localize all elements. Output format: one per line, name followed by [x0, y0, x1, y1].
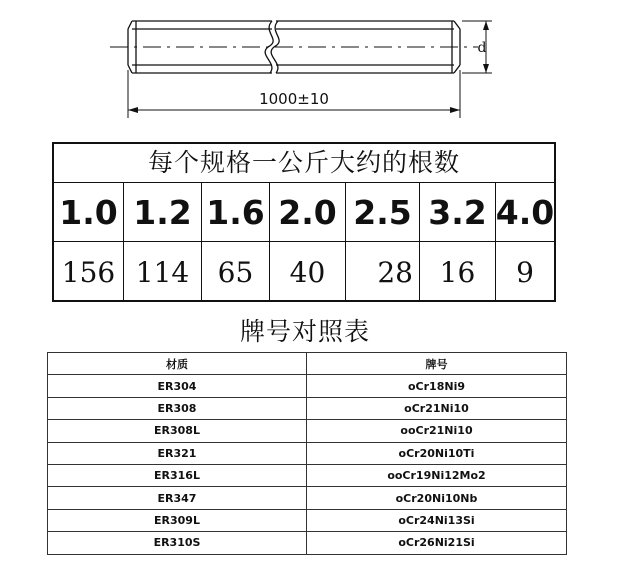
rod-technical-drawing	[0, 0, 640, 130]
count-cell: 114	[124, 242, 202, 302]
table-row	[48, 487, 567, 509]
count-cell: 65	[202, 242, 270, 302]
diameter-arrow-top	[483, 21, 489, 30]
count-cell: 40	[270, 242, 346, 302]
grade-cell: oCr20Ni10Nb	[307, 487, 567, 509]
size-cell: 1.0	[54, 183, 124, 241]
grade-cell: oCr20Ni10Ti	[307, 442, 567, 464]
table-row	[48, 397, 567, 419]
table-header-row	[48, 353, 567, 375]
grade-cell: ooCr19Ni12Mo2	[307, 464, 567, 486]
material-cell: ER316L	[48, 464, 307, 486]
table-row	[48, 532, 567, 554]
count-cell: 16	[420, 242, 496, 302]
material-cell: ER309L	[48, 509, 307, 531]
grade-comparison-table	[47, 352, 567, 555]
grade-cell: oCr18Ni9	[307, 375, 567, 397]
length-arrow-right	[450, 107, 460, 113]
diameter-label: d	[477, 40, 487, 56]
size-cell: 2.5	[346, 183, 420, 241]
count-cell: 9	[516, 255, 534, 289]
diameter-arrow-bottom	[483, 64, 489, 73]
table-row	[48, 420, 567, 442]
length-dimension-label: 1000±10	[259, 90, 329, 108]
material-cell: ER308L	[48, 420, 307, 442]
grade-table-title: 牌号对照表	[239, 317, 370, 346]
grade-cell: ooCr21Ni10	[307, 420, 567, 442]
table-row	[48, 442, 567, 464]
material-cell: ER308	[48, 397, 307, 419]
rods-per-kg-table	[52, 142, 556, 302]
size-row	[54, 183, 554, 242]
grade-header: 牌号	[307, 353, 567, 375]
length-arrow-left	[128, 107, 138, 113]
grade-cell: oCr26Ni21Si	[307, 532, 567, 554]
count-cell: 28	[346, 242, 420, 302]
count-row	[54, 242, 554, 302]
count-cell: 156	[54, 242, 124, 302]
table-row	[48, 464, 567, 486]
rods-per-kg-title: 每个规格一公斤大约的根数	[54, 144, 554, 183]
material-cell: ER310S	[48, 532, 307, 554]
size-cell: 2.0	[270, 183, 346, 241]
grade-cell: oCr21Ni10	[307, 397, 567, 419]
material-cell: ER304	[48, 375, 307, 397]
material-cell: ER321	[48, 442, 307, 464]
material-header: 材质	[48, 353, 307, 375]
material-cell: ER347	[48, 487, 307, 509]
table-row	[48, 509, 567, 531]
size-cell: 3.2	[420, 183, 496, 241]
size-cell: 1.6	[202, 183, 270, 241]
grade-cell: oCr24Ni13Si	[307, 509, 567, 531]
table-row	[48, 375, 567, 397]
size-cell: 4.0	[495, 192, 555, 232]
size-cell: 1.2	[124, 183, 202, 241]
